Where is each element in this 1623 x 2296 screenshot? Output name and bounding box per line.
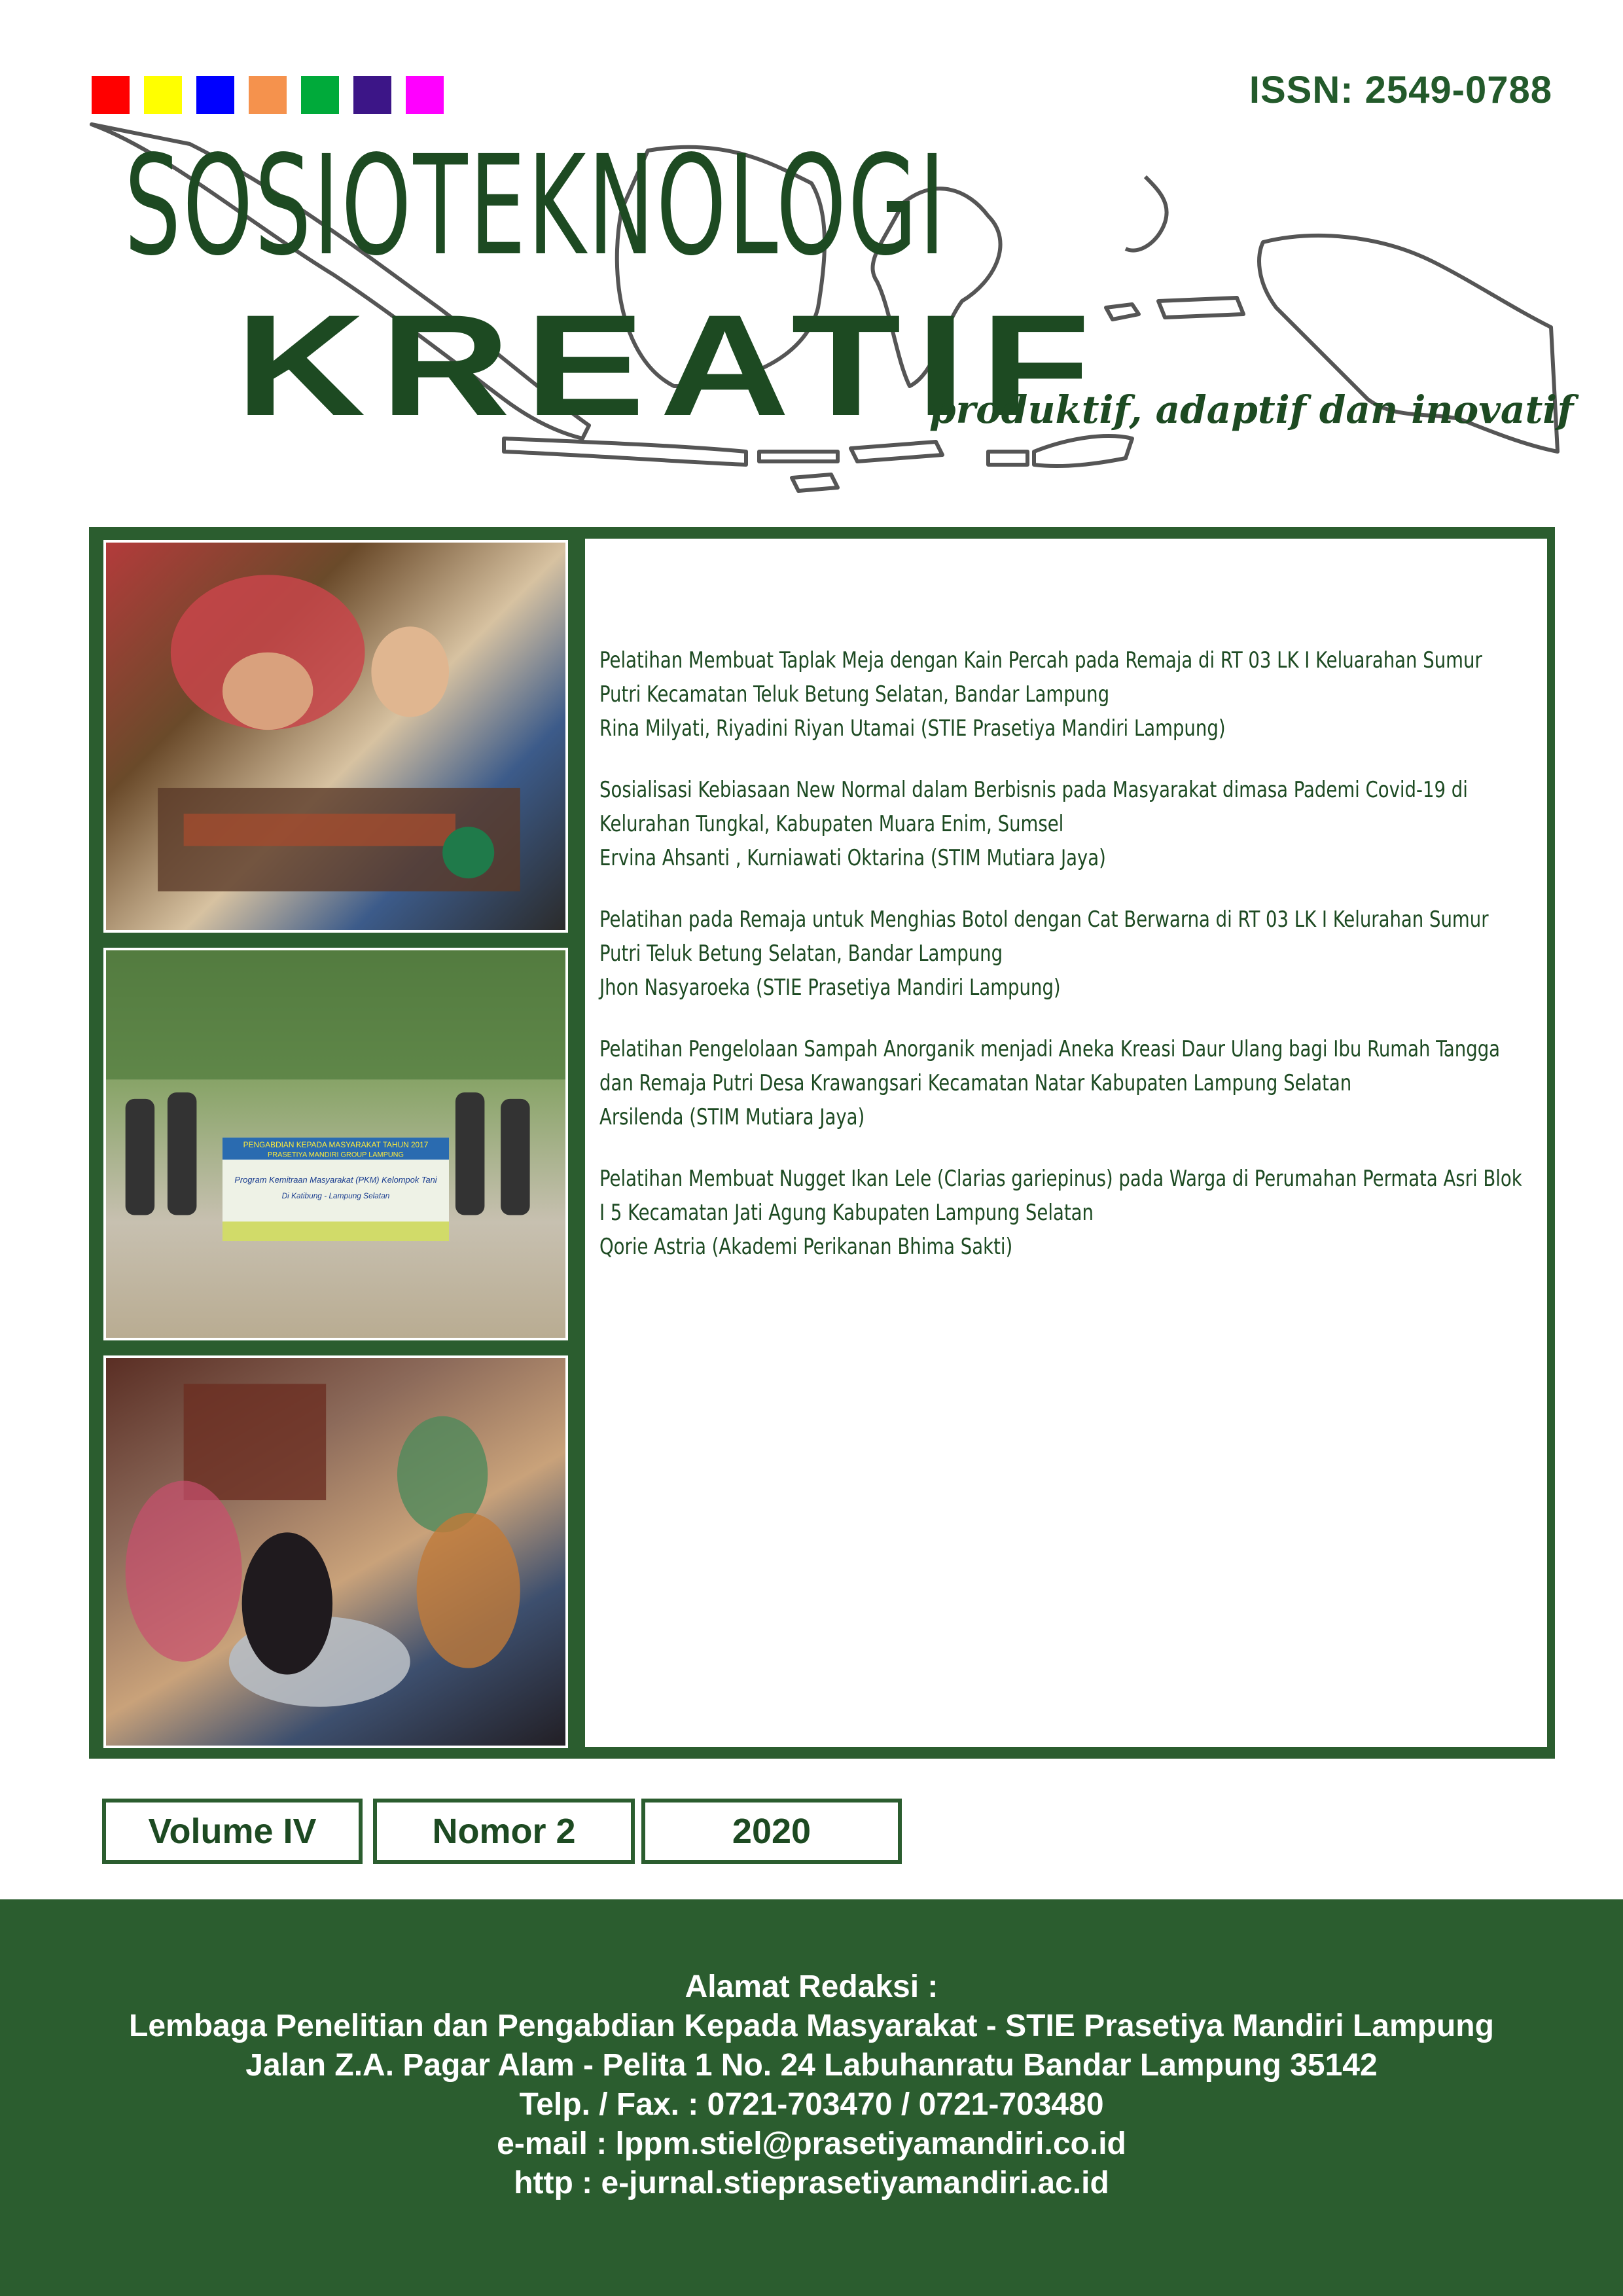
article-title: Sosialisasi Kebiasaan New Normal dalam Berbisnis pada Masyarakat dimasa Pademi Covid-19 di Kelurahan Tungkal, Kabupaten Muara Enim, Sumsel	[599, 777, 1468, 837]
banner-line1: PENGABDIAN KEPADA MASYARAKAT TAHUN 2017	[243, 1139, 429, 1149]
footer-heading: Alamat Redaksi :	[685, 1969, 938, 2004]
banner-line4: Di Katibung - Lampung Selatan	[281, 1191, 390, 1200]
article-entry[interactable]	[599, 643, 1527, 745]
content-frame	[89, 527, 1555, 1759]
swatch-purple	[353, 76, 391, 114]
journal-title-line1: SOSIOTEKNOLOGI	[124, 126, 948, 286]
article-title: Pelatihan Membuat Taplak Meja dengan Kain Percah pada Remaja di RT 03 LK I Keluarahan Sumur Putri Kecamatan Teluk Betung Selatan, Bandar Lampung	[599, 647, 1482, 708]
cover-photo-crafting	[103, 540, 568, 933]
footer-address	[0, 1899, 1623, 2296]
article-title: Pelatihan pada Remaja untuk Menghias Botol dengan Cat Berwarna di RT 03 LK I Kelurahan Sumur Putri Teluk Betung Selatan, Bandar Lampung	[599, 906, 1489, 967]
article-authors: Ervina Ahsanti , Kurniawati Oktarina (STIM Mutiara Jaya)	[599, 845, 1106, 871]
article-entry[interactable]	[599, 773, 1527, 875]
article-authors: Qorie Astria (Akademi Perikanan Bhima Sakti)	[599, 1234, 1013, 1260]
footer-address-line: Jalan Z.A. Pagar Alam - Pelita 1 No. 24 Labuhanratu Bandar Lampung 35142	[245, 2048, 1378, 2083]
journal-title-line2: KREATIF	[236, 285, 1105, 446]
article-entry[interactable]	[599, 1162, 1527, 1264]
article-entry[interactable]	[599, 1032, 1527, 1134]
issn-label: ISSN: 2549-0788	[1249, 69, 1552, 111]
table-of-contents	[585, 539, 1547, 1747]
swatch-green	[301, 76, 339, 114]
group-photo-illustration	[106, 950, 565, 1338]
footer-website[interactable]: http : e-jurnal.stieprasetiyamandiri.ac.id	[514, 2166, 1109, 2200]
banner-line2: PRASETIYA MANDIRI GROUP LAMPUNG	[268, 1151, 404, 1159]
year-box: 2020	[641, 1799, 902, 1864]
swatch-magenta	[406, 76, 444, 114]
cooking-photo-illustration	[106, 1358, 565, 1746]
swatch-orange	[249, 76, 287, 114]
article-title: Pelatihan Membuat Nugget Ikan Lele (Clarias gariepinus) pada Warga di Perumahan Permata Asri Blok I 5 Kecamatan Jati Agung Kabupaten Lampung Selatan	[599, 1166, 1522, 1226]
article-authors: Rina Milyati, Riyadini Riyan Utamai (STIE Prasetiya Mandiri Lampung)	[599, 715, 1226, 742]
cover-photo-group	[103, 948, 568, 1340]
article-entry[interactable]	[599, 903, 1527, 1005]
footer-phone: Telp. / Fax. : 0721-703470 / 0721-703480	[519, 2087, 1104, 2122]
swatch-blue	[196, 76, 234, 114]
banner-line3: Program Kemitraan Masyarakat (PKM) Kelompok Tani	[234, 1175, 437, 1185]
swatch-yellow	[144, 76, 182, 114]
swatch-red	[92, 76, 130, 114]
cover-photo-cooking	[103, 1355, 568, 1748]
journal-tagline: produktif, adaptif dan inovatif	[929, 387, 1574, 432]
color-swatches	[92, 76, 444, 114]
footer-email[interactable]: e-mail : lppm.stiel@prasetiyamandiri.co.id	[497, 2126, 1126, 2161]
volume-box: Volume IV	[102, 1799, 363, 1864]
number-box: Nomor 2	[373, 1799, 635, 1864]
crafting-photo-illustration	[106, 543, 565, 930]
article-authors: Jhon Nasyaroeka (STIE Prasetiya Mandiri Lampung)	[599, 975, 1061, 1001]
article-authors: Arsilenda (STIM Mutiara Jaya)	[599, 1104, 865, 1130]
article-title: Pelatihan Pengelolaan Sampah Anorganik menjadi Aneka Kreasi Daur Ulang bagi Ibu Rumah Tangga dan Remaja Putri Desa Krawangsari Kecamatan Natar Kabupaten Lampung Selatan	[599, 1036, 1501, 1096]
footer-institution: Lembaga Penelitian dan Pengabdian Kepada Masyarakat - STIE Prasetiya Mandiri Lampung	[129, 2009, 1494, 2043]
